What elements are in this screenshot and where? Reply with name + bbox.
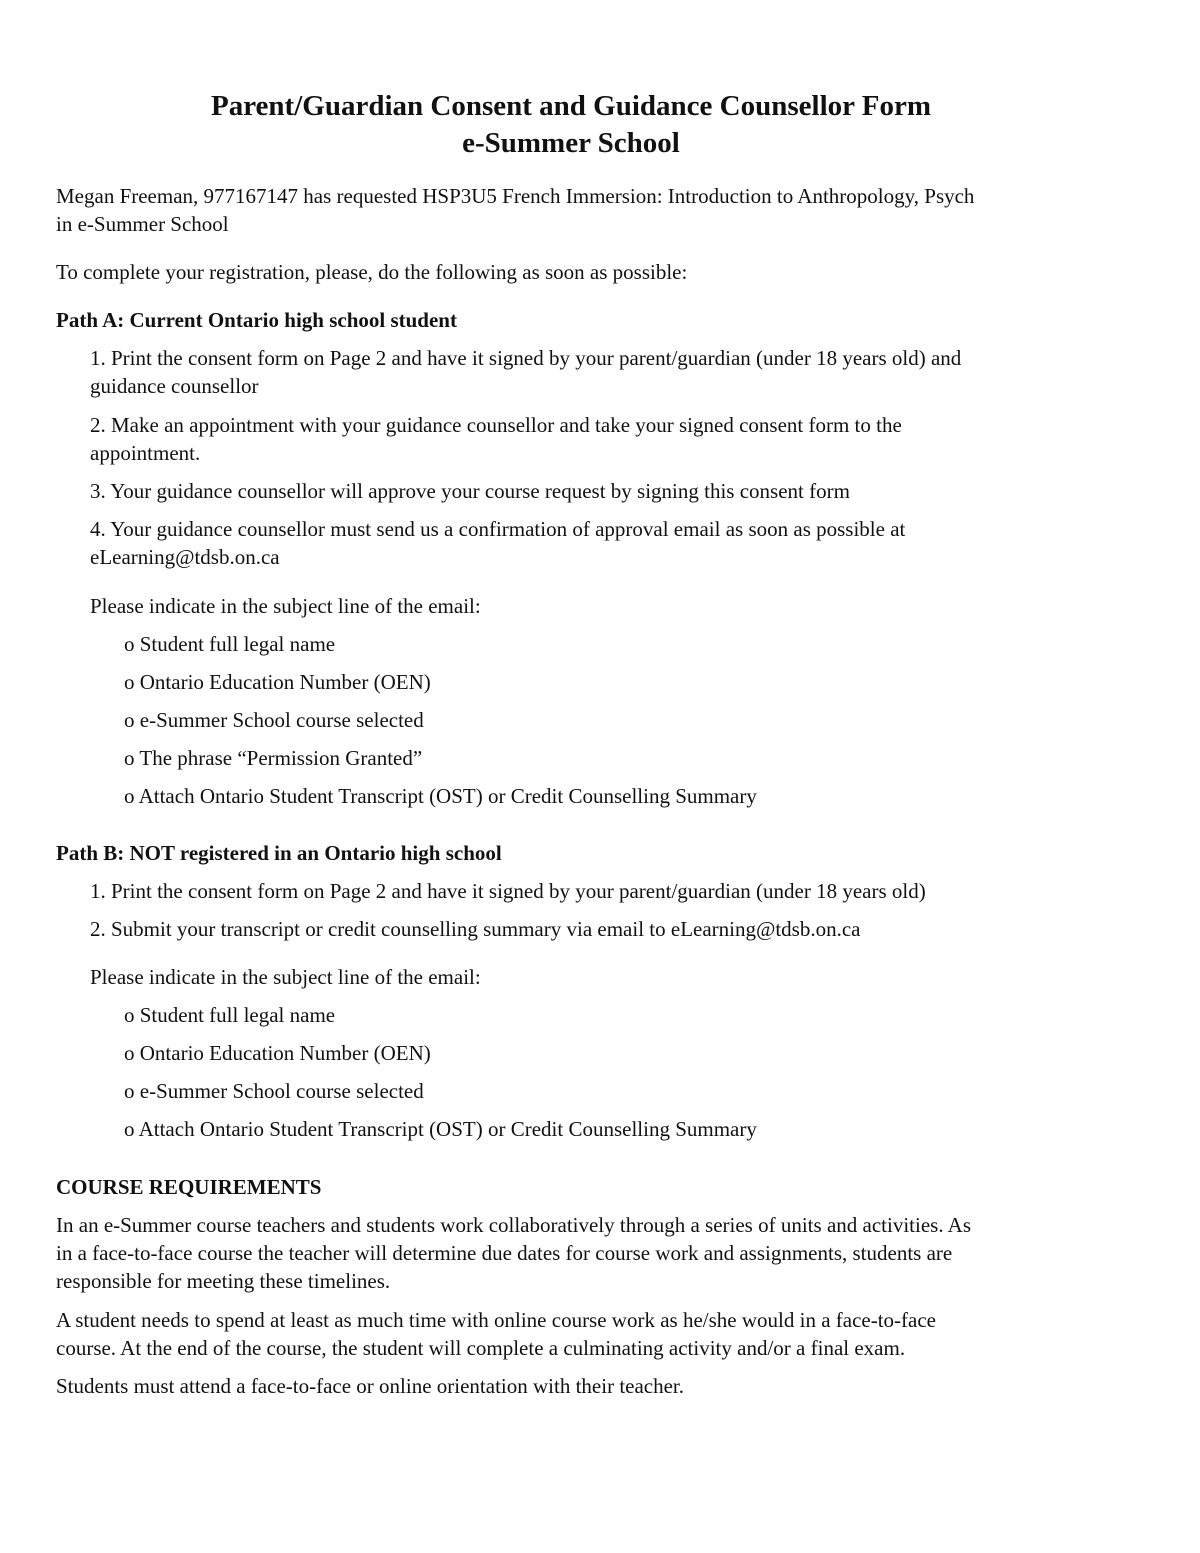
requirements-para-1-line-3: responsible for meeting these timelines. (56, 1269, 391, 1293)
request-text-line-2: in e-Summer School (56, 212, 229, 236)
requirements-para-2-line-1: A student needs to spend at least as much time with online course work as he/she would in a face-to-face (56, 1308, 936, 1332)
instructions-text: To complete your registration, please, do the following as soon as possible: (56, 260, 688, 284)
requirements-para-1-line-2: in a face-to-face course the teacher will determine due dates for course work and assignments, students are (56, 1241, 953, 1265)
path-a-step-3: 3. Your guidance counsellor will approve your course request by signing this consent form (90, 479, 850, 503)
path-b-subject-item: o Attach Ontario Student Transcript (OST) or Credit Counselling Summary (124, 1117, 757, 1141)
requirements-para-3: Students must attend a face-to-face or online orientation with their teacher. (56, 1374, 685, 1398)
requirements-para-1-line-1: In an e-Summer course teachers and students work collaboratively through a series of units and activities. As (56, 1213, 971, 1237)
path-b-subject-item: o e-Summer School course selected (124, 1079, 424, 1103)
path-a-step-4-line-1: 4. Your guidance counsellor must send us a confirmation of approval email as soon as possible at (90, 517, 906, 541)
request-text-line-1: Megan Freeman, 977167147 has requested HSP3U5 French Immersion: Introduction to Anthropology, Psych (56, 184, 975, 208)
path-a-step-4-email[interactable]: eLearning@tdsb.on.ca (90, 545, 280, 569)
path-a-step-1-line-2: guidance counsellor (90, 374, 259, 398)
path-b-step-2: 2. Submit your transcript or credit counselling summary via email to eLearning@tdsb.on.ca (90, 917, 861, 941)
path-b-subject-intro: Please indicate in the subject line of the email: (90, 965, 481, 989)
path-a-step-2-line-2: appointment. (90, 441, 201, 465)
form-subtitle: e-Summer School (462, 127, 680, 159)
path-a-subject-item: o Ontario Education Number (OEN) (124, 670, 431, 694)
path-a-heading: Path A: Current Ontario high school student (56, 308, 457, 332)
course-requirements-heading: COURSE REQUIREMENTS (56, 1175, 322, 1199)
path-a-subject-intro: Please indicate in the subject line of the email: (90, 594, 481, 618)
requirements-para-2-line-2: course. At the end of the course, the student will complete a culminating activity and/or a final exam. (56, 1336, 906, 1360)
form-title: Parent/Guardian Consent and Guidance Counsellor Form (211, 90, 931, 122)
path-a-subject-item: o Attach Ontario Student Transcript (OST) or Credit Counselling Summary (124, 784, 757, 808)
path-a-subject-item: o Student full legal name (124, 632, 336, 656)
path-b-heading: Path B: NOT registered in an Ontario high school (56, 841, 502, 865)
path-a-step-1-line-1: 1. Print the consent form on Page 2 and have it signed by your parent/guardian (under 18 years old) and (90, 346, 962, 370)
path-b-subject-item: o Ontario Education Number (OEN) (124, 1041, 431, 1065)
path-a-subject-item: o e-Summer School course selected (124, 708, 424, 732)
path-b-subject-item: o Student full legal name (124, 1003, 336, 1027)
path-a-step-2-line-1: 2. Make an appointment with your guidance counsellor and take your signed consent form to the (90, 413, 902, 437)
path-a-subject-item: o The phrase “Permission Granted” (124, 746, 423, 770)
path-b-step-1: 1. Print the consent form on Page 2 and have it signed by your parent/guardian (under 18 years old) (90, 879, 926, 903)
